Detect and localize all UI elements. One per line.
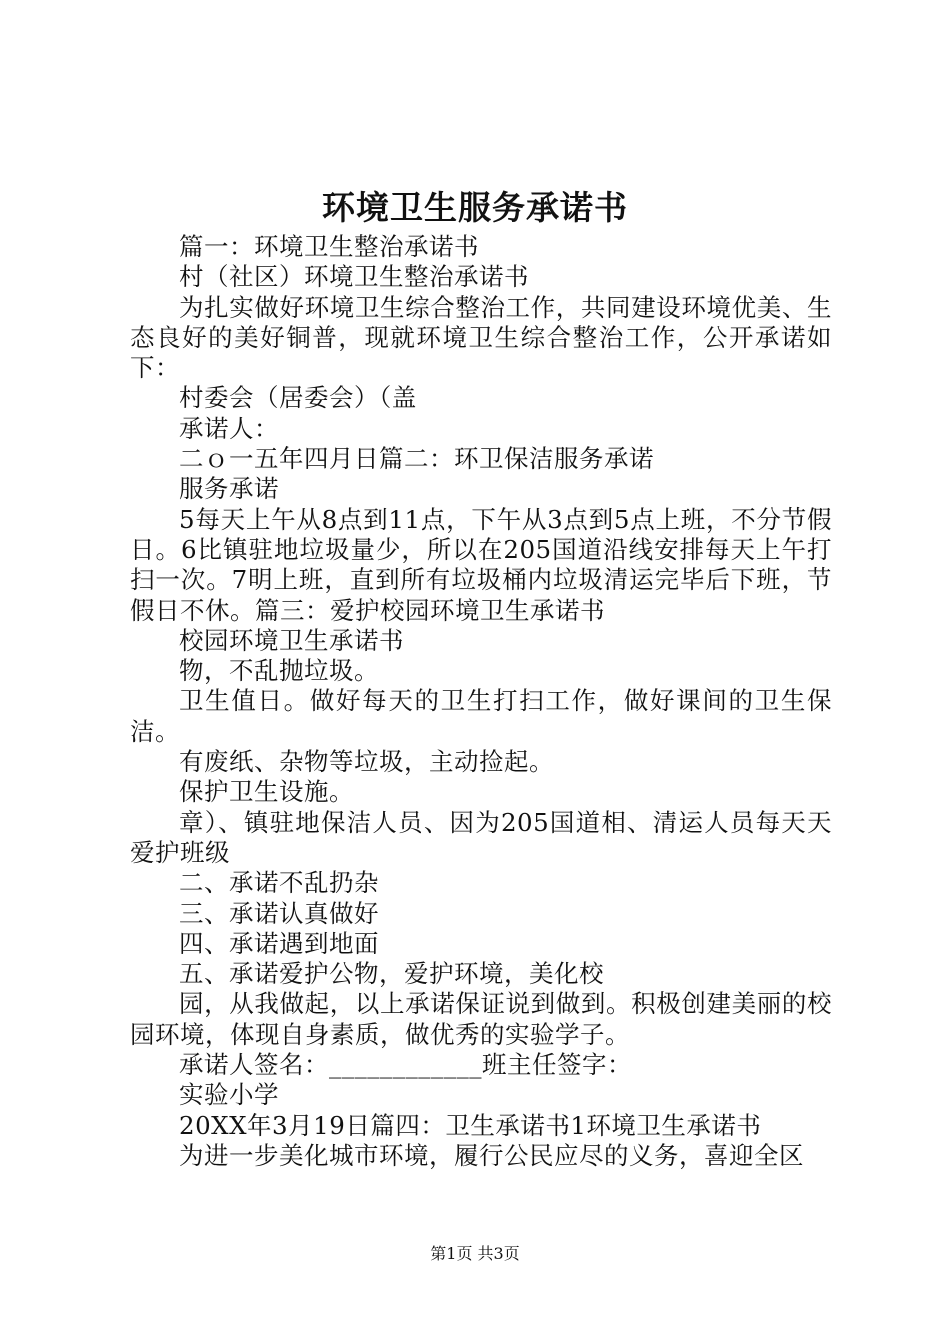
- paragraph: 三、承诺认真做好: [179, 898, 379, 928]
- paragraph: 篇一：环境卫生整治承诺书: [179, 232, 479, 261]
- page-footer: 第1页 共3页: [430, 1244, 520, 1263]
- paragraph: 卫生值日。做好每天的卫生打扫工作，做好课间的卫生保洁。: [130, 686, 832, 746]
- paragraph: 20XX年3月19日篇四：卫生承诺书1环境卫生承诺书: [179, 1110, 762, 1140]
- paragraph: 二、承诺不乱扔杂: [179, 868, 379, 898]
- paragraph: 为进一步美化城市环境，履行公民应尽的义务，喜迎全区: [179, 1140, 804, 1170]
- paragraph: 物，不乱抛垃圾。: [179, 656, 379, 686]
- paragraph: 5每天上午从8点到11点，下午从3点到5点上班，不分节假日。6比镇驻地垃圾量少，所以在205国道沿线安排每天上午打扫一次。7明上班，直到所有垃圾桶内垃圾清运完毕后下班，节假日不休。篇三：爱护校园环境卫生承诺书: [130, 504, 832, 625]
- paragraph: 实验小学: [179, 1080, 279, 1110]
- paragraph: 村委会（居委会）（盖: [179, 383, 417, 413]
- signature-line: 承诺人签名：____________班主任签字：: [179, 1050, 632, 1080]
- paragraph: 承诺人：: [179, 413, 279, 443]
- paragraph: 章）、镇驻地保洁人员、因为205国道相、清运人员每天天爱护班级: [130, 807, 832, 867]
- paragraph: 校园环境卫生承诺书: [179, 625, 404, 655]
- document-title: 环境卫生服务承诺书: [322, 188, 628, 227]
- paragraph: 二ｏ一五年四月日篇二：环卫保洁服务承诺: [179, 444, 654, 474]
- document-body: [130, 232, 832, 1171]
- paragraph: 四、承诺遇到地面: [179, 928, 379, 958]
- paragraph: 服务承诺: [179, 474, 279, 504]
- paragraph: 村（社区）环境卫生整治承诺书: [179, 262, 529, 292]
- paragraph: 为扎实做好环境卫生综合整治工作，共同建设环境优美、生态良好的美好铜普，现就环境卫生综合整治工作，公开承诺如下：: [130, 292, 832, 383]
- paragraph: 有废纸、杂物等垃圾，主动捡起。: [179, 747, 554, 777]
- paragraph: 保护卫生设施。: [179, 777, 354, 807]
- paragraph: 园，从我做起，以上承诺保证说到做到。积极创建美丽的校园环境，体现自身素质，做优秀的实验学子。: [130, 989, 832, 1049]
- paragraph: 五、承诺爱护公物，爱护环境，美化校: [179, 959, 604, 989]
